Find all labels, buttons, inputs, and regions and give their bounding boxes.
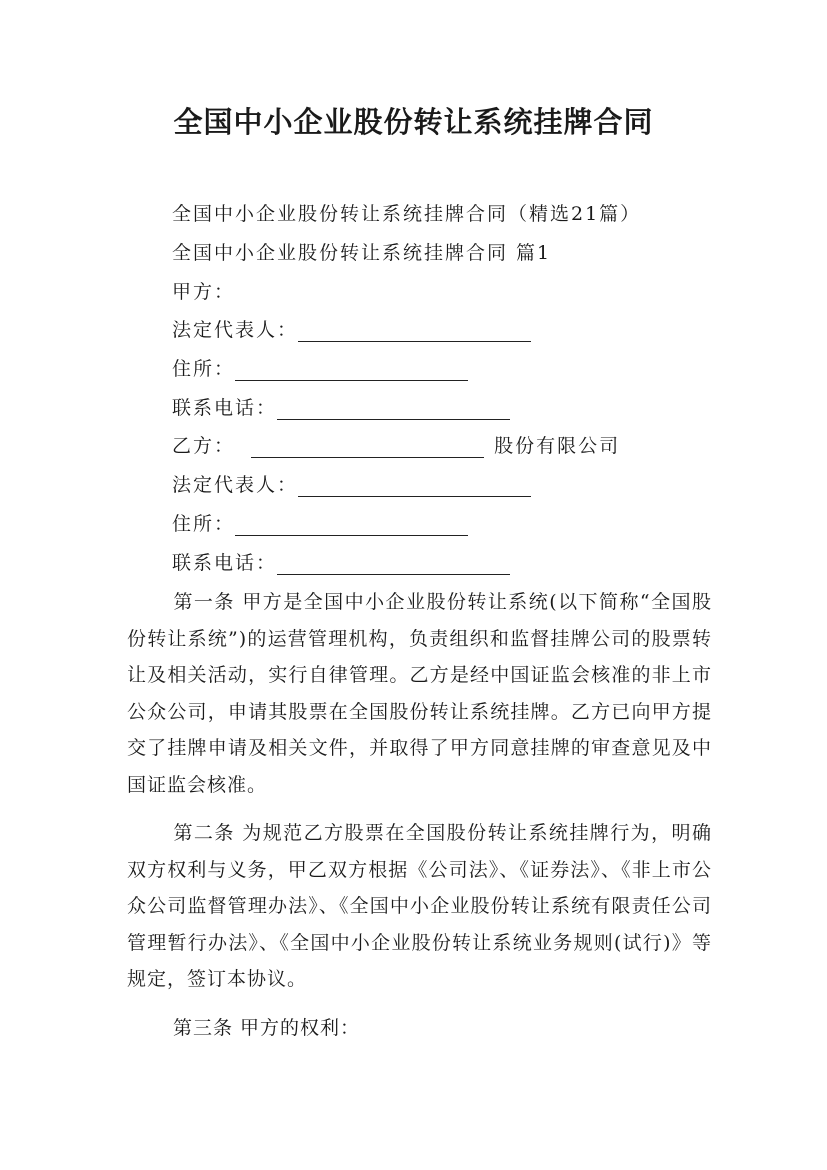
party-a-addr-blank bbox=[235, 358, 468, 381]
party-a-rep-blank bbox=[298, 319, 531, 342]
clause-1 bbox=[127, 584, 712, 803]
party-b-addr-line bbox=[172, 509, 468, 536]
party-b-suffix: 股份有限公司 bbox=[494, 435, 621, 457]
clause-3-text: 第三条 甲方的权利： bbox=[173, 1017, 361, 1039]
party-b-addr-label: 住所： bbox=[172, 513, 236, 535]
party-a-rep-label: 法定代表人： bbox=[172, 319, 299, 341]
party-a-phone-label: 联系电话： bbox=[172, 397, 278, 419]
party-b-phone-label: 联系电话： bbox=[172, 552, 278, 574]
clause-2 bbox=[127, 815, 712, 998]
party-b-line bbox=[172, 431, 620, 458]
party-b-rep-line bbox=[172, 470, 531, 497]
article-heading: 全国中小企业股份转让系统挂牌合同 篇1 bbox=[172, 242, 552, 264]
document-subtitle: 全国中小企业股份转让系统挂牌合同（精选21篇） bbox=[172, 203, 642, 225]
clause-2-text: 第二条 为规范乙方股票在全国股份转让系统挂牌行为，明确双方权利与义务，甲乙双方根据《公司法》、《证券法》、《非上市公众公司监督管理办法》、《全国中小企业股份转让系统有限责任公司管理暂行办法》、《全国中小企业股份转让系统业务规则(试行)》等规定，签订本协议。 bbox=[127, 822, 712, 990]
party-a-addr-label: 住所： bbox=[172, 358, 236, 380]
party-a-addr-line bbox=[172, 354, 468, 381]
party-b-rep-label: 法定代表人： bbox=[172, 474, 299, 496]
party-b-addr-blank bbox=[235, 513, 468, 536]
party-a-phone-line bbox=[172, 393, 510, 420]
clause-3 bbox=[127, 1010, 712, 1047]
document-title: 全国中小企业股份转让系统挂牌合同 bbox=[173, 105, 654, 139]
party-b-phone-line bbox=[172, 548, 510, 575]
party-b-rep-blank bbox=[298, 474, 531, 497]
party-a-rep-line bbox=[172, 315, 531, 342]
party-b-phone-blank bbox=[277, 552, 510, 575]
party-b-name-blank bbox=[251, 435, 484, 458]
party-a-label: 甲方： bbox=[172, 281, 236, 303]
clause-1-text: 第一条 甲方是全国中小企业股份转让系统(以下简称“全国股份转让系统”)的运营管理机构，负责组织和监督挂牌公司的股票转让及相关活动，实行自律管理。乙方是经中国证监会核准的非上市公众公司，申请其股票在全国股份转让系统挂牌。乙方已向甲方提交了挂牌申请及相关文件，并取得了甲方同意挂牌的审查意见及中国证监会核准。 bbox=[127, 591, 712, 796]
party-b-label: 乙方： bbox=[172, 435, 236, 457]
party-a-phone-blank bbox=[277, 397, 510, 420]
